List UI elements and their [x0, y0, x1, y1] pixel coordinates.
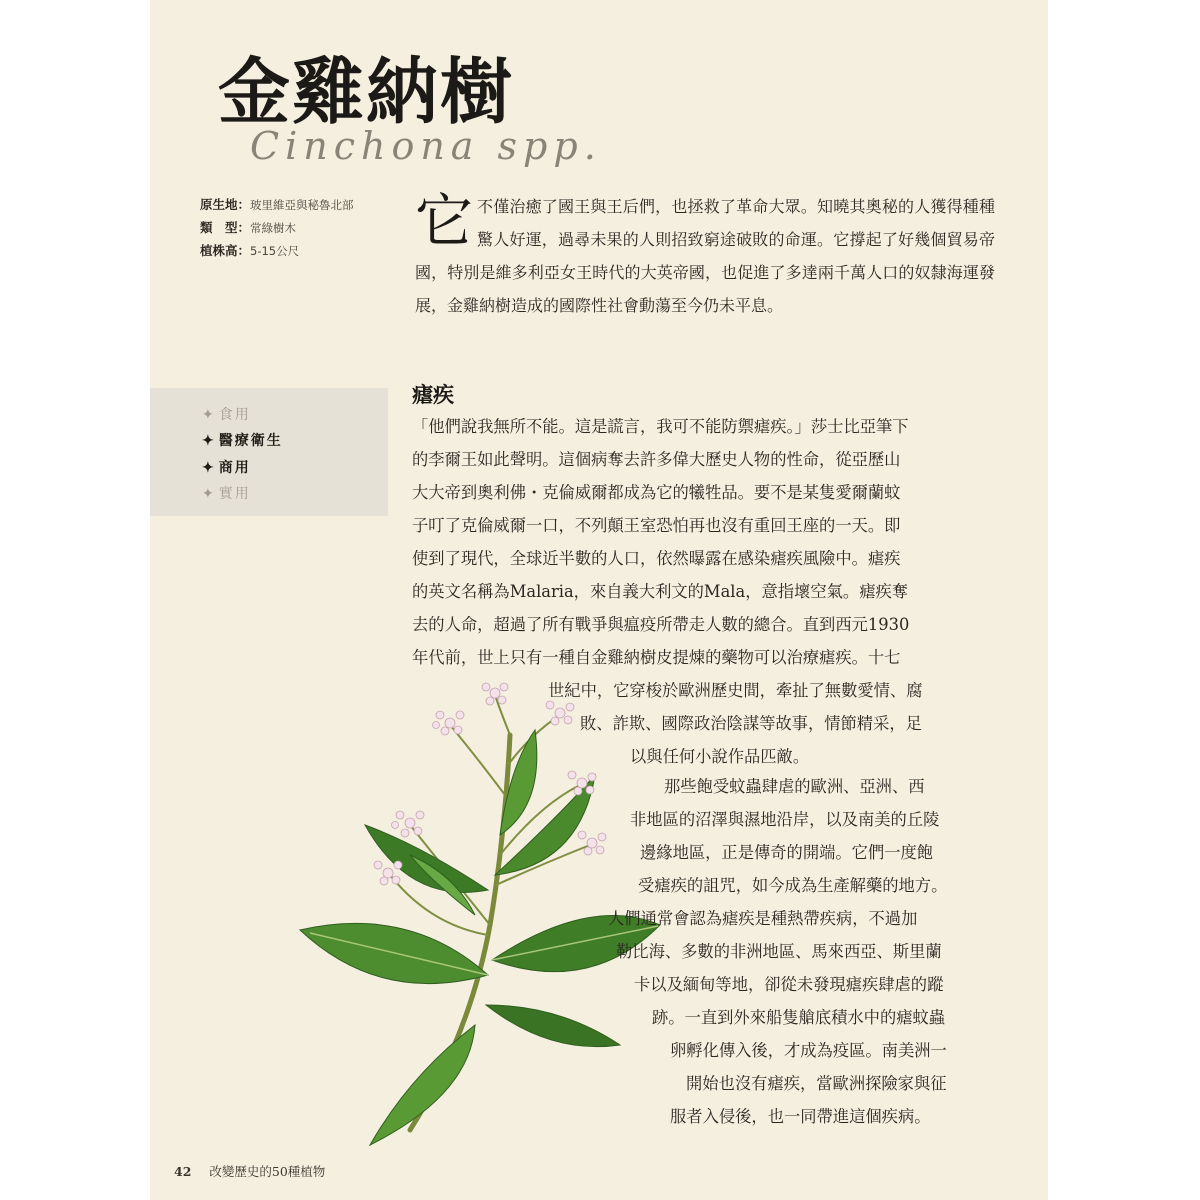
- drop-cap: 它: [415, 187, 474, 255]
- fact-origin: [200, 193, 400, 216]
- body-line: 敗、詐欺、國際政治陰謀等故事，情節精采，足: [580, 714, 922, 733]
- body-line: 「他們說我無所不能。這是謊言，我可不能防禦瘧疾。」莎士比亞筆下: [412, 417, 909, 436]
- section-heading: 瘧疾: [412, 382, 454, 407]
- body-line: 大大帝到奧利佛・克倫威爾都成為它的犧牲品。要不是某隻愛爾蘭蚊: [412, 483, 901, 502]
- star-icon: ✦: [202, 460, 216, 476]
- star-icon: ✦: [202, 486, 216, 502]
- use-label: 實用: [218, 486, 251, 502]
- use-label: 醫療衛生: [218, 433, 283, 449]
- body-line: 開始也沒有瘧疾，當歐洲探險家與征: [686, 1074, 947, 1093]
- body-line: 人們通常會認為瘧疾是種熱帶疾病，不過加: [608, 909, 918, 928]
- fact-value: 常綠樹木: [250, 221, 297, 235]
- fact-type: [200, 216, 400, 239]
- page-number: 42: [174, 1164, 192, 1179]
- use-item-commercial: [202, 457, 251, 477]
- body-line: 去的人命，超過了所有戰爭與瘟疫所帶走人數的總合。直到西元1930: [412, 615, 910, 634]
- fact-label: 植株高：: [200, 243, 251, 258]
- fact-value: 5-15公尺: [250, 244, 300, 258]
- body-line: 卵孵化傳入後，才成為疫區。南美洲一: [670, 1041, 947, 1060]
- use-item-medical: [202, 430, 283, 450]
- body-line: 邊緣地區，正是傳奇的開端。它們一度飽: [640, 843, 934, 862]
- intro-paragraph: [415, 187, 995, 322]
- body-line: 以與任何小說作品匹敵。: [630, 747, 810, 766]
- body-line: 子叮了克倫威爾一口，不列顛王室恐怕再也沒有重回王座的一天。即: [412, 516, 901, 535]
- body-line: 世紀中，它穿梭於歐洲歷史間，牽扯了無數愛情、腐: [548, 681, 923, 700]
- fact-height: [200, 239, 400, 262]
- page-title: 金雞納樹: [218, 49, 515, 134]
- star-icon: ✦: [202, 433, 216, 449]
- body-line: 跡。一直到外來船隻艙底積水中的瘧蚊蟲: [652, 1008, 946, 1027]
- book-page: [150, 0, 1048, 1200]
- body-line: 的英文名稱為Malaria，來自義大利文的Mala，意指壞空氣。瘧疾奪: [412, 582, 909, 601]
- star-icon: ✦: [202, 407, 216, 423]
- fact-label: 類 型：: [200, 220, 251, 235]
- body-line: 使到了現代，全球近半數的人口，依然曝露在感染瘧疾風險中。瘧疾: [412, 549, 901, 568]
- body-line: 那些飽受蚊蟲肆虐的歐洲、亞洲、西: [664, 777, 925, 796]
- body-line: 卡以及緬甸等地，卻從未發現瘧疾肆虐的蹤: [634, 975, 944, 994]
- uses-panel: [150, 388, 388, 516]
- body-line: 服者入侵後，也一同帶進這個疾病。: [670, 1107, 931, 1126]
- intro-text: 不僅治癒了國王與王后們，也拯救了革命大眾。知曉其奧秘的人獲得種種驚人好運，過尋未果的人則招致窮途破敗的命運。它撐起了好幾個貿易帝國，特別是維多利亞女王時代的大英帝國，也促進了多達兩千萬人口的奴隸海運發展，金雞納樹造成的國際性社會動蕩至今仍未平息。: [415, 197, 995, 315]
- scientific-name: Cinchona spp.: [250, 124, 602, 168]
- use-label: 商用: [218, 460, 251, 476]
- use-item-food: [202, 404, 251, 424]
- body-line: 受瘧疾的詛咒，如今成為生產解藥的地方。: [638, 876, 948, 895]
- body-line: 非地區的沼澤與濕地沿岸，以及南美的丘陵: [630, 810, 940, 829]
- fact-value: 玻里維亞與秘魯北部: [250, 198, 354, 212]
- body-line: 的李爾王如此聲明。這個病奪去許多偉大歷史人物的性命，從亞歷山: [412, 450, 901, 469]
- fact-label: 原生地：: [200, 197, 251, 212]
- use-item-practical: [202, 483, 251, 503]
- page-footer: [174, 1162, 325, 1180]
- body-line: 勒比海、多數的非洲地區、馬來西亞、斯里蘭: [616, 942, 942, 961]
- leaves: [300, 730, 660, 1145]
- body-line: 年代前，世上只有一種自金雞納樹皮提煉的藥物可以治療瘧疾。十七: [412, 648, 901, 667]
- use-label: 食用: [218, 407, 251, 423]
- book-title: 改變歷史的50種植物: [209, 1164, 326, 1179]
- plant-facts: [200, 193, 400, 262]
